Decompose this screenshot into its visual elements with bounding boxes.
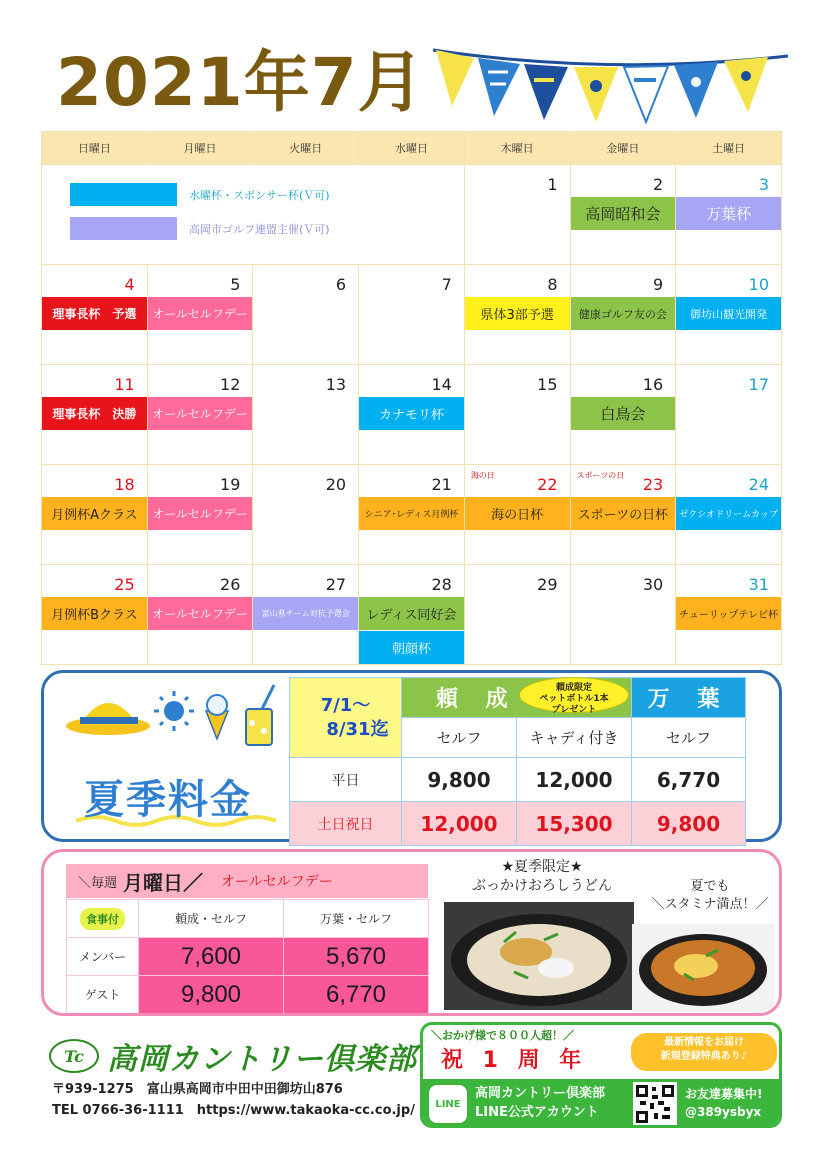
day-number: 23: [642, 475, 664, 494]
day-number: 9: [653, 275, 664, 294]
period-start: 7/1～: [320, 695, 371, 717]
weekend-label: 土日祝日: [290, 802, 402, 846]
price: 15,300: [517, 802, 632, 846]
type-self: セルフ: [402, 718, 517, 758]
monday-label: 月曜日／: [123, 870, 204, 895]
weekly-label: ＼毎週: [78, 875, 118, 891]
legend-item: [70, 217, 330, 240]
day-number: 28: [431, 575, 452, 594]
day-number: 11: [114, 375, 135, 394]
day-number: 12: [220, 375, 241, 394]
day-number: 1: [547, 175, 558, 194]
anniversary-label: 祝 1 周 年: [441, 1048, 588, 1073]
promo-line: プレゼント: [551, 704, 597, 715]
calendar-week: [42, 265, 782, 365]
club-brand: [49, 1034, 417, 1078]
legend-item: [70, 183, 330, 206]
day-cell: [42, 565, 148, 665]
day-cell: [359, 365, 465, 465]
holiday-label: 海の日: [470, 471, 495, 480]
event-label: 県体3部予選: [465, 297, 570, 330]
udon-photo: [444, 902, 634, 1010]
day-cell: [570, 165, 676, 265]
event-label: ゼクシオドリームカップ: [676, 497, 781, 530]
event-label: 理事長杯 予選: [42, 297, 147, 330]
line-account-name: [475, 1085, 605, 1123]
meal-cell: [67, 900, 139, 938]
event-label: 万葉杯: [676, 197, 781, 230]
day-cell: [147, 365, 253, 465]
monday-header: [66, 864, 428, 898]
event-label: 富山県チーム対抗予選会: [253, 597, 358, 630]
rates-weekend-row: [290, 802, 746, 846]
event-label: チューリップテレビ杯: [676, 597, 781, 630]
day-number: 4: [124, 275, 135, 294]
event-label: オールセルフデー: [148, 297, 253, 330]
event-label: 月例杯Bクラス: [42, 597, 147, 630]
column-header: 頼成・セルフ: [139, 900, 284, 938]
event-label: 月例杯Aクラス: [42, 497, 147, 530]
day-number: 25: [114, 575, 135, 594]
type-self: セルフ: [632, 718, 746, 758]
day-number: 18: [114, 475, 135, 494]
day-cell: [147, 465, 253, 565]
legend-label: 水曜杯・スポンサー杯(Ｖ可): [189, 188, 330, 202]
day-number: 29: [537, 575, 558, 594]
guest-row: [67, 976, 429, 1014]
day-cell: [464, 465, 570, 565]
calendar-week: [42, 565, 782, 665]
event-label: レディス同好会: [359, 597, 464, 630]
price: 7,600: [139, 938, 284, 976]
line-account-line: LINE公式アカウント: [475, 1104, 599, 1120]
day-cell: [253, 565, 359, 665]
column-header: 万葉・セルフ: [284, 900, 429, 938]
calendar-week: [42, 465, 782, 565]
calendar-week: [42, 365, 782, 465]
summer-rates-table: [289, 677, 746, 846]
price: 12,000: [402, 802, 517, 846]
day-cell: [253, 465, 359, 565]
member-label: メンバー: [67, 938, 139, 976]
event-label: オールセルフデー: [148, 397, 253, 430]
rates-weekday-row: [290, 758, 746, 802]
day-number: 10: [748, 275, 769, 294]
line-account-panel: [420, 1022, 782, 1128]
event-label: シニア･レディス月例杯: [359, 497, 464, 530]
day-cell: [359, 265, 465, 365]
day-cell: [676, 565, 782, 665]
day-number: 8: [547, 275, 558, 294]
day-cell: [253, 365, 359, 465]
price: 9,800: [139, 976, 284, 1014]
club-contact: [52, 1080, 415, 1122]
monday-head-row: [67, 900, 429, 938]
event-label: 朝顔杯: [359, 631, 464, 664]
day-cell: [464, 165, 570, 265]
qr-code-icon[interactable]: [633, 1082, 677, 1126]
day-cell: [464, 265, 570, 365]
day-number: 17: [748, 375, 769, 394]
line-account-bar: [423, 1079, 779, 1128]
day-number: 14: [431, 375, 452, 394]
price: 6,770: [632, 758, 746, 802]
price: 5,670: [284, 938, 429, 976]
day-number: 26: [220, 575, 241, 594]
day-cell: [676, 365, 782, 465]
price: 9,800: [632, 802, 746, 846]
day-cell: [570, 365, 676, 465]
news-bubble: [631, 1033, 777, 1071]
event-label: スポーツの日杯: [571, 497, 676, 530]
day-number: 31: [748, 575, 769, 594]
day-cell: [570, 265, 676, 365]
udon-caption: [447, 858, 637, 896]
day-number: 27: [325, 575, 347, 594]
weekday-header: 火曜日: [253, 132, 359, 165]
event-label: 高岡昭和会: [571, 197, 676, 230]
day-cell: [42, 365, 148, 465]
day-number: 30: [642, 575, 664, 594]
day-cell: [676, 465, 782, 565]
thanks-label: ＼おかげ様で８００人超！／: [431, 1029, 574, 1042]
stamina-caption-line: ＼スタミナ満点！／: [651, 896, 769, 912]
weekday-header: 月曜日: [147, 132, 253, 165]
day-number: 19: [220, 475, 241, 494]
day-cell: [676, 165, 782, 265]
monday-price-table: [66, 899, 429, 1014]
day-number: 13: [325, 375, 347, 394]
weekday-header: 木曜日: [464, 132, 570, 165]
event-label: 御坊山観光開発: [676, 297, 781, 330]
event-label: 理事長杯 決勝: [42, 397, 147, 430]
day-cell: [464, 565, 570, 665]
line-friends: [685, 1085, 762, 1121]
event-label: カナモリ杯: [359, 397, 464, 430]
day-cell: [359, 565, 465, 665]
rates-brand-row: [290, 678, 746, 718]
day-number: 6: [335, 275, 347, 294]
weekday-header: 水曜日: [359, 132, 465, 165]
day-number: 24: [748, 475, 769, 494]
period-cell: [290, 678, 402, 758]
day-number: 3: [758, 175, 769, 194]
day-cell: [464, 365, 570, 465]
day-cell: [253, 265, 359, 365]
legend-cell: [42, 165, 465, 265]
club-address: 〒939-1275 富山県高岡市中田中田御坊山876: [52, 1082, 343, 1097]
meal-badge: 食事付: [80, 908, 125, 930]
member-row: [67, 938, 429, 976]
summer-rates-panel: [41, 670, 782, 842]
day-number: 2: [653, 175, 664, 194]
weekday-label: 平日: [290, 758, 402, 802]
type-caddie: キャディ付き: [517, 718, 632, 758]
guest-label: ゲスト: [67, 976, 139, 1014]
promo-line: 頼成限定: [555, 683, 592, 693]
day-cell: [676, 265, 782, 365]
self-day-label: オールセルフデー: [221, 874, 333, 890]
stamina-caption-line: 夏でも: [690, 879, 730, 894]
club-logo: Tc: [49, 1039, 99, 1073]
period-end: 8/31迄: [326, 718, 389, 740]
day-number: 21: [431, 475, 452, 494]
line-account-line: 高岡カントリー倶楽部: [475, 1086, 606, 1101]
day-cell: [147, 565, 253, 665]
club-name: 高岡カントリー倶楽部: [107, 1042, 417, 1077]
event-label: 白鳥会: [571, 397, 676, 430]
legend-swatch: [70, 183, 177, 206]
event-label: オールセルフデー: [148, 497, 253, 530]
day-number: 5: [230, 275, 241, 294]
day-number: 22: [537, 475, 558, 494]
line-logo-icon: LINE: [429, 1085, 467, 1123]
udon-caption-line: ★夏季限定★: [501, 859, 583, 875]
holiday-label: スポーツの日: [576, 471, 625, 480]
course-raijo-header: 頼 成: [402, 678, 632, 718]
event-label: 海の日杯: [465, 497, 570, 530]
day-cell: [570, 465, 676, 565]
price: 9,800: [402, 758, 517, 802]
day-cell: [42, 465, 148, 565]
news-line: 最新情報をお届け: [664, 1037, 744, 1048]
stamina-caption: [640, 878, 780, 913]
katsudon-photo: [632, 924, 774, 1012]
price: 12,000: [517, 758, 632, 802]
event-label: 健康ゴルフ友の会: [571, 297, 676, 330]
course-manyo-header: 万 葉: [632, 678, 746, 718]
udon-caption-line: ぶっかけおろしうどん: [472, 877, 612, 894]
calendar-week: [42, 165, 782, 265]
day-number: 7: [441, 275, 452, 294]
day-cell: [42, 265, 148, 365]
summer-rates-title: 夏季料金: [84, 777, 252, 823]
legend-swatch: [70, 217, 177, 240]
line-id[interactable]: @389ysbyx: [685, 1105, 762, 1119]
weekday-header: 日曜日: [42, 132, 148, 165]
day-number: 20: [325, 475, 347, 494]
promo-bubble: [519, 677, 629, 713]
bunting-decoration: [428, 36, 793, 124]
monday-self-day-panel: [41, 849, 782, 1016]
event-label: オールセルフデー: [148, 597, 253, 630]
legend-label: 高岡市ゴルフ連盟主催(Ｖ可): [189, 222, 330, 236]
news-line: 新規登録特典あり♪: [660, 1051, 748, 1062]
weekday-header: 金曜日: [570, 132, 676, 165]
day-number: 16: [642, 375, 664, 394]
day-cell: [359, 465, 465, 565]
day-number: 15: [537, 375, 558, 394]
club-tel-url: TEL 0766-36-1111 https://www.takaoka-cc.co.jp/: [52, 1102, 415, 1118]
day-cell: [147, 265, 253, 365]
weekday-header: 土曜日: [676, 132, 782, 165]
calendar-grid: [41, 131, 782, 665]
page-title: 2021年7月: [56, 44, 425, 121]
promo-line: ペットボトル1本: [539, 693, 609, 704]
friends-label: お友達募集中!: [685, 1087, 763, 1101]
day-cell: [570, 565, 676, 665]
price: 6,770: [284, 976, 429, 1014]
weekday-header-row: [42, 132, 782, 165]
